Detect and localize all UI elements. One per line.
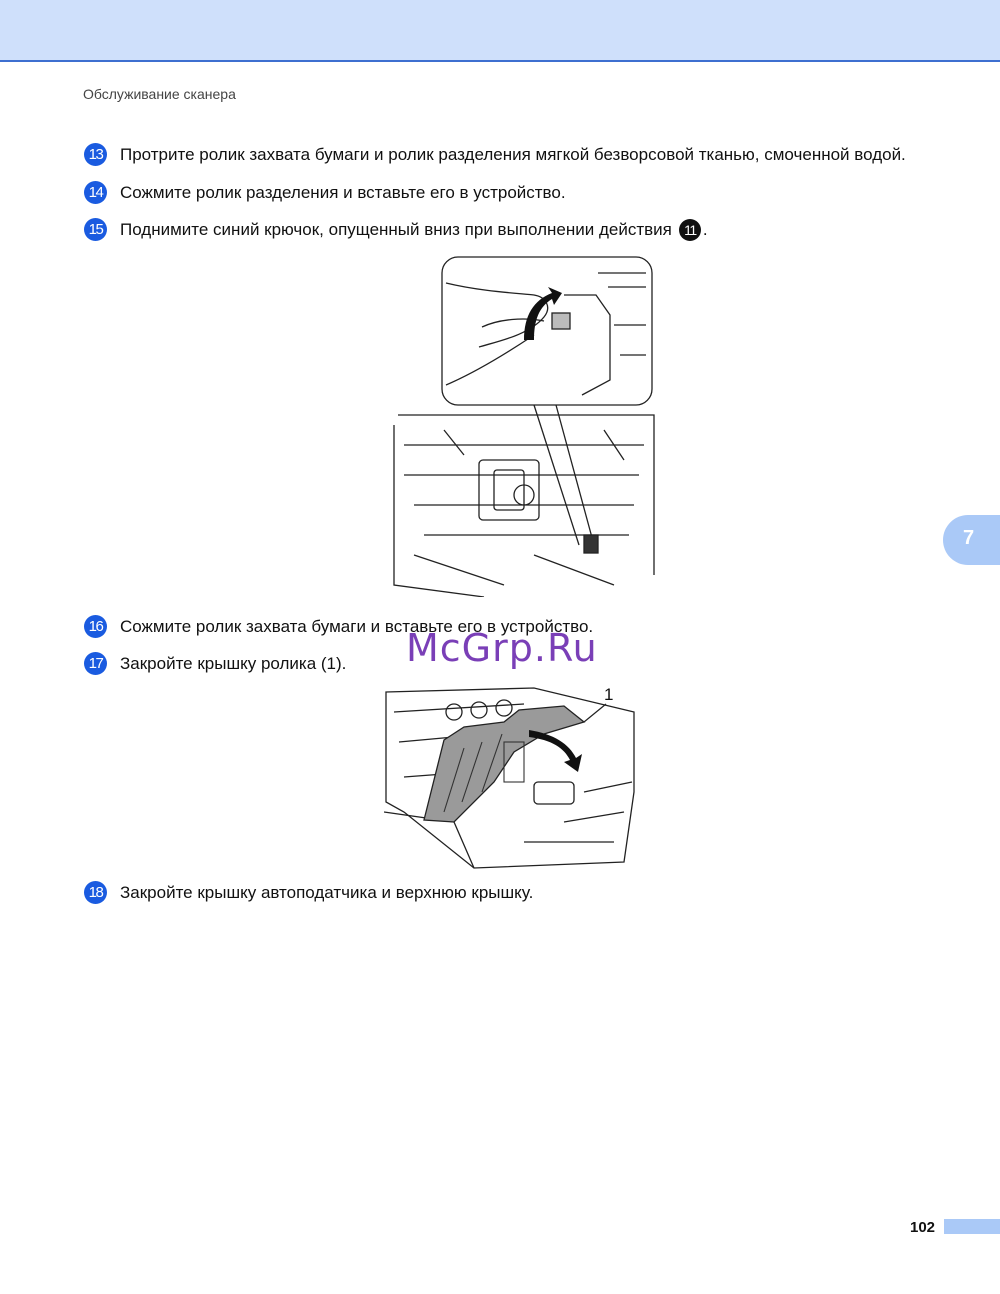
blue-hook [552, 313, 570, 329]
figure-close-roller-cover-illustration [384, 682, 636, 872]
step-number: 18 [84, 881, 107, 904]
footer-bar [944, 1219, 1000, 1234]
figure-lift-hook-illustration [384, 255, 660, 597]
step-text: Закройте крышку ролика (1). [120, 653, 347, 673]
step-text: Сожмите ролик разделения и вставьте его в устройство. [120, 182, 566, 202]
step-number: 13 [84, 143, 107, 166]
step-13 [84, 143, 906, 166]
callout-leader [584, 704, 606, 722]
step-17 [84, 652, 346, 675]
step-text: Сожмите ролик захвата бумаги и вставьте его в устройство. [120, 616, 594, 636]
step-number: 17 [84, 652, 107, 675]
step-text: Протрите ролик захвата бумаги и ролик разделения мягкой безворсовой тканью, смоченной водой. [120, 144, 906, 164]
step-text: Поднимите синий крючок, опущенный вниз при выполнении действия [120, 219, 672, 239]
step-number: 15 [84, 218, 107, 241]
running-head: Обслуживание сканера [83, 86, 236, 102]
chapter-number: 7 [963, 527, 975, 549]
step-number: 16 [84, 615, 107, 638]
step-15 [84, 218, 708, 241]
close-arrow [529, 730, 582, 772]
step-reference-badge: 11 [679, 219, 701, 241]
watermark: McGrp.Ru [406, 626, 598, 670]
step-14 [84, 181, 566, 204]
callout-label: 1 [604, 685, 614, 704]
zoom-inset-frame [442, 257, 652, 405]
step-18 [84, 881, 533, 904]
step-number: 14 [84, 181, 107, 204]
step-text-end: . [702, 219, 708, 239]
chapter-tab [943, 515, 1000, 565]
page-number: 102 [910, 1219, 936, 1236]
top-band [0, 0, 1000, 62]
step-text: Закройте крышку автоподатчика и верхнюю крышку. [120, 882, 534, 902]
